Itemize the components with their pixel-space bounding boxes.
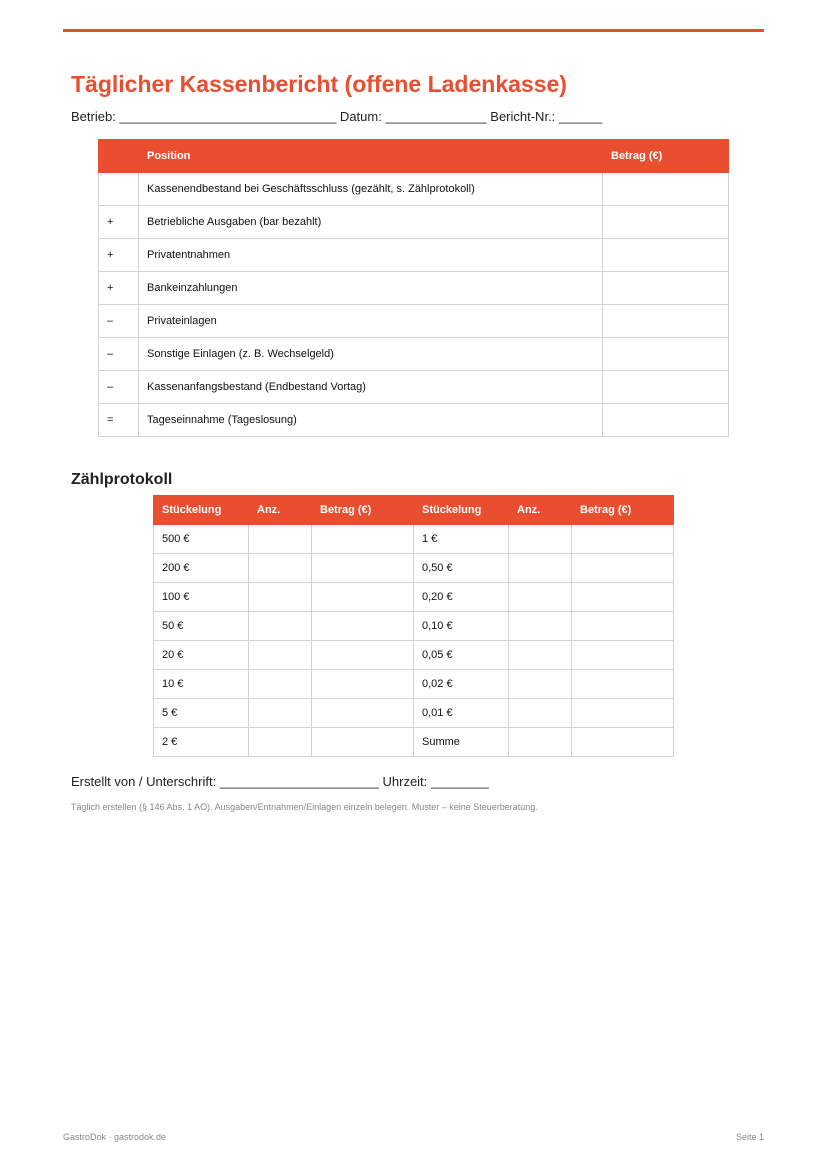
position-cell: Privatentnahmen <box>139 239 603 272</box>
table-row <box>154 670 674 699</box>
denomination-cell: 500 € <box>154 525 249 554</box>
amount-cell[interactable] <box>603 272 729 305</box>
quantity-cell[interactable] <box>509 670 572 699</box>
table-row <box>154 728 674 757</box>
denomination-cell: 0,10 € <box>414 612 509 641</box>
quantity-cell[interactable] <box>249 554 312 583</box>
amount-cell[interactable] <box>603 305 729 338</box>
quantity-cell[interactable] <box>249 670 312 699</box>
quantity-cell[interactable] <box>509 554 572 583</box>
denomination-cell: 0,50 € <box>414 554 509 583</box>
table-row <box>154 641 674 670</box>
amount-cell[interactable] <box>603 371 729 404</box>
count-section-title: Zählprotokoll <box>71 471 173 488</box>
page-title: Täglicher Kassenbericht (offene Ladenkasse) <box>71 71 567 97</box>
table-row <box>99 404 729 437</box>
denomination-cell: 20 € <box>154 641 249 670</box>
table-row <box>99 272 729 305</box>
denomination-cell: 50 € <box>154 612 249 641</box>
position-cell: Betriebliche Ausgaben (bar bezahlt) <box>139 206 603 239</box>
amount-column-header: Betrag (€) <box>603 140 729 173</box>
denomination-cell: 10 € <box>154 670 249 699</box>
operator-cell: + <box>99 272 139 305</box>
amount-cell[interactable] <box>603 173 729 206</box>
quantity-cell[interactable] <box>249 641 312 670</box>
table-header-row <box>154 496 674 525</box>
table-row <box>99 206 729 239</box>
amount-cell[interactable] <box>312 699 414 728</box>
position-cell: Privateinlagen <box>139 305 603 338</box>
table-row <box>99 338 729 371</box>
amount-cell[interactable] <box>312 583 414 612</box>
table-row <box>154 699 674 728</box>
denomination-cell: 0,01 € <box>414 699 509 728</box>
amount-cell[interactable] <box>603 338 729 371</box>
quantity-cell[interactable] <box>249 525 312 554</box>
denomination-column-header: Stückelung <box>414 496 509 525</box>
amount-cell[interactable] <box>603 404 729 437</box>
cash-summary-table <box>98 139 729 437</box>
operator-cell: = <box>99 404 139 437</box>
position-cell: Kassenendbestand bei Geschäftsschluss (gezählt, s. Zählprotokoll) <box>139 173 603 206</box>
denomination-cell: 100 € <box>154 583 249 612</box>
quantity-cell[interactable] <box>509 699 572 728</box>
table-row <box>154 612 674 641</box>
amount-cell[interactable] <box>312 525 414 554</box>
denomination-cell: 0,20 € <box>414 583 509 612</box>
amount-cell[interactable] <box>312 554 414 583</box>
operator-cell <box>99 173 139 206</box>
quantity-cell[interactable] <box>509 525 572 554</box>
table-row <box>154 554 674 583</box>
amount-cell[interactable] <box>312 612 414 641</box>
position-cell: Bankeinzahlungen <box>139 272 603 305</box>
table-row <box>99 305 729 338</box>
position-cell: Kassenanfangsbestand (Endbestand Vortag) <box>139 371 603 404</box>
quantity-cell[interactable] <box>249 728 312 757</box>
quantity-cell[interactable] <box>509 612 572 641</box>
table-row <box>154 525 674 554</box>
position-column-header: Position <box>139 140 603 173</box>
operator-column-header <box>99 140 139 173</box>
operator-cell: + <box>99 239 139 272</box>
amount-cell[interactable] <box>572 525 674 554</box>
amount-column-header: Betrag (€) <box>572 496 674 525</box>
footer-brand: GastroDok · gastrodok.de <box>63 1132 167 1142</box>
operator-cell: + <box>99 206 139 239</box>
denomination-cell: 1 € <box>414 525 509 554</box>
quantity-cell[interactable] <box>509 641 572 670</box>
operator-cell: – <box>99 338 139 371</box>
amount-column-header: Betrag (€) <box>312 496 414 525</box>
amount-cell[interactable] <box>312 641 414 670</box>
denomination-cell: Summe <box>414 728 509 757</box>
table-row <box>99 371 729 404</box>
denomination-cell: 5 € <box>154 699 249 728</box>
position-cell: Sonstige Einlagen (z. B. Wechselgeld) <box>139 338 603 371</box>
amount-cell[interactable] <box>603 206 729 239</box>
signature-line: Erstellt von / Unterschrift: ______________________ Uhrzeit: ________ <box>71 774 489 789</box>
denomination-cell: 200 € <box>154 554 249 583</box>
amount-cell[interactable] <box>312 728 414 757</box>
amount-cell[interactable] <box>572 583 674 612</box>
operator-cell: – <box>99 371 139 404</box>
quantity-column-header: Anz. <box>509 496 572 525</box>
amount-cell[interactable] <box>572 641 674 670</box>
denomination-cell: 0,02 € <box>414 670 509 699</box>
table-row <box>99 173 729 206</box>
amount-cell[interactable] <box>312 670 414 699</box>
amount-cell[interactable] <box>572 554 674 583</box>
operator-cell: – <box>99 305 139 338</box>
quantity-cell[interactable] <box>509 583 572 612</box>
amount-cell[interactable] <box>603 239 729 272</box>
report-meta-line: Betrieb: ______________________________ Datum: ______________ Bericht-Nr.: ______ <box>71 109 603 124</box>
position-cell: Tageseinnahme (Tageslosung) <box>139 404 603 437</box>
legal-note: Täglich erstellen (§ 146 Abs. 1 AO). Ausgaben/Entnahmen/Einlagen einzeln belegen. Muster – keine Steuerberatung. <box>71 802 538 812</box>
denomination-column-header: Stückelung <box>154 496 249 525</box>
quantity-column-header: Anz. <box>249 496 312 525</box>
amount-cell[interactable] <box>572 728 674 757</box>
quantity-cell[interactable] <box>249 612 312 641</box>
top-accent-rule <box>63 29 764 32</box>
denomination-cell: 2 € <box>154 728 249 757</box>
denomination-cell: 0,05 € <box>414 641 509 670</box>
denomination-count-table <box>153 495 674 757</box>
quantity-cell[interactable] <box>249 583 312 612</box>
table-header-row <box>99 140 729 173</box>
amount-cell[interactable] <box>572 699 674 728</box>
quantity-cell[interactable] <box>249 699 312 728</box>
table-row <box>99 239 729 272</box>
amount-cell[interactable] <box>572 612 674 641</box>
quantity-cell[interactable] <box>509 728 572 757</box>
footer-page-number: Seite 1 <box>735 1132 764 1142</box>
table-row <box>154 583 674 612</box>
amount-cell[interactable] <box>572 670 674 699</box>
